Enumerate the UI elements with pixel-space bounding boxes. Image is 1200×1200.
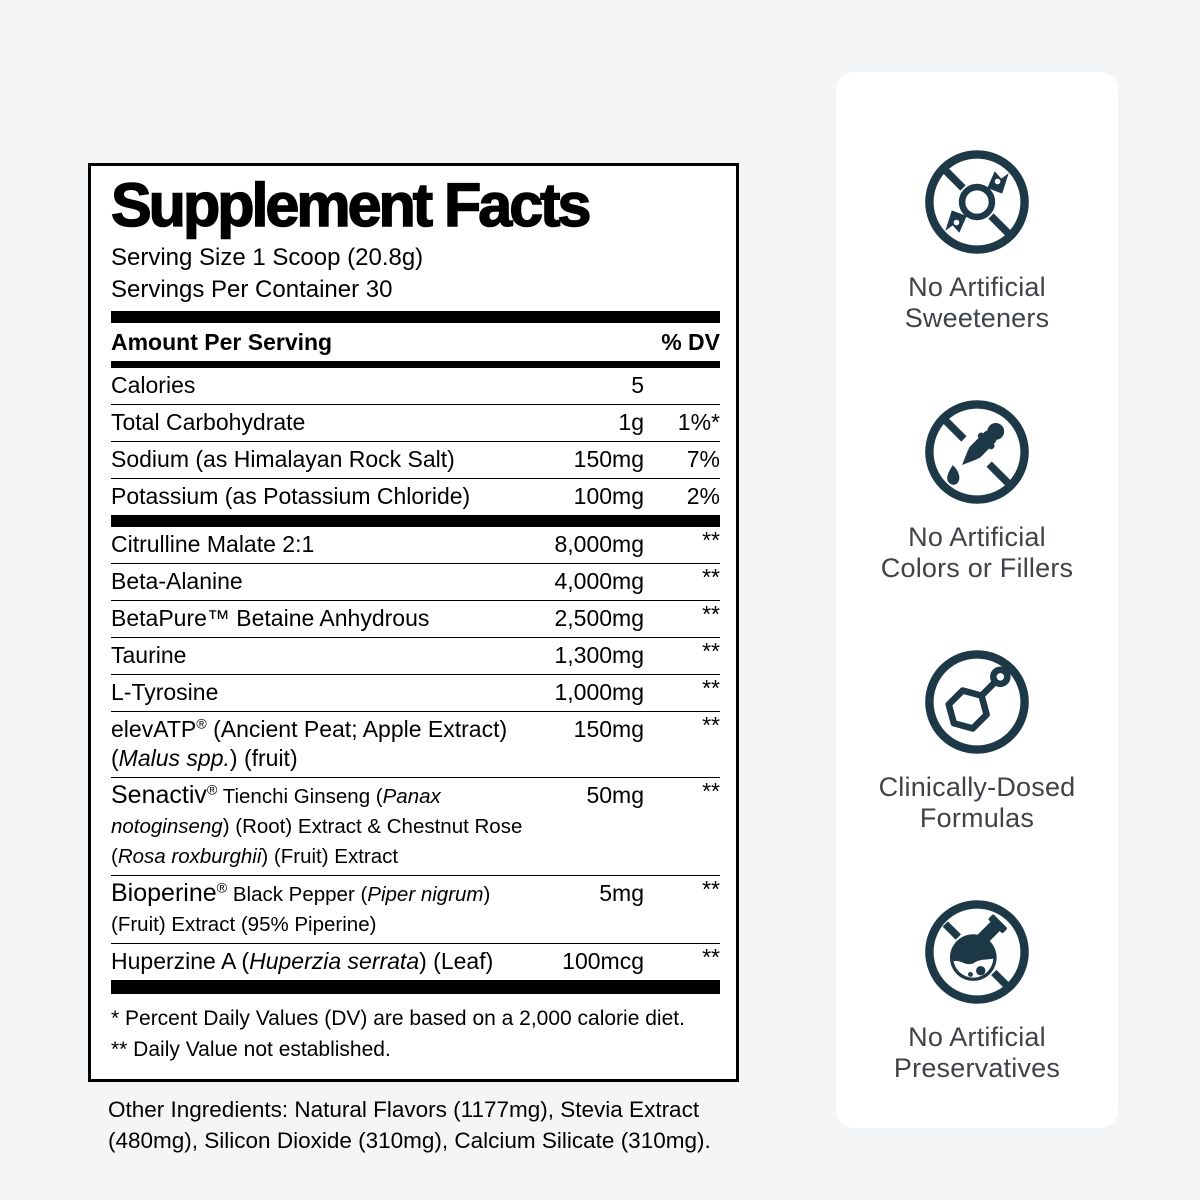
badge-caption-line: No Artificial (908, 272, 1046, 302)
ingredient-amount: 4,000mg (554, 568, 644, 594)
badge-no-artificial-preservatives (894, 896, 1060, 1084)
ingredient-name: elevATP® (Ancient Peat; Apple Extract) (Malus spp.) (fruit) (111, 716, 508, 771)
table-row (111, 777, 720, 875)
badge-caption-line: Sweeteners (904, 303, 1050, 333)
badge-caption-line: Colors or Fillers (880, 553, 1074, 583)
facts-table-dv-section (111, 368, 720, 515)
table-row (111, 600, 720, 637)
footnote-daily-values: * Percent Daily Values (DV) are based on a 2,000 calorie diet. (111, 1007, 685, 1030)
supplement-facts-column (88, 163, 739, 1156)
serving-size: Serving Size 1 Scoop (20.8g) (111, 244, 424, 271)
divider-bar-section (111, 515, 720, 527)
table-row (111, 404, 720, 441)
ingredient-name: Taurine (111, 642, 187, 668)
other-ingredients: Other Ingredients: Natural Flavors (1177mg), Stevia Extract (480mg), Silicon Dioxide (310mg), Calcium Silicate (310mg). (108, 1097, 711, 1153)
badge-caption (881, 522, 1073, 584)
ingredient-dv: ** (702, 564, 720, 590)
ingredient-amount: 150mg (573, 446, 644, 472)
ingredient-amount: 5mg (599, 880, 644, 906)
no-artificial-preservatives-flask-icon (921, 896, 1033, 1008)
table-row (111, 368, 720, 404)
ingredient-amount: 100mg (573, 483, 644, 509)
ingredient-dv: 1%* (677, 409, 720, 435)
table-row (111, 441, 720, 478)
table-row (111, 527, 720, 563)
servings-per-container: Servings Per Container 30 (111, 276, 393, 303)
badge-no-artificial-sweeteners (905, 146, 1050, 334)
ingredient-dv: 2% (686, 483, 720, 509)
badge-caption-line: Clinically-Dosed (878, 772, 1076, 802)
ingredient-dv: ** (702, 638, 720, 664)
divider-bar-bottom (111, 980, 720, 994)
ingredient-name: Citrulline Malate 2:1 (111, 531, 315, 557)
ingredient-amount: 100mcg (562, 948, 644, 974)
table-row (111, 711, 720, 777)
ingredient-dv: ** (702, 876, 720, 902)
ingredient-amount: 1,000mg (554, 679, 644, 705)
ingredient-amount: 1,300mg (554, 642, 644, 668)
no-artificial-sweeteners-candy-icon (921, 146, 1033, 258)
ingredient-name: Senactiv® Tienchi Ginseng (Panax notoginseng) (Root) Extract & Chestnut Rose (Rosa roxburghii) (Fruit) Extract (111, 781, 523, 868)
ingredient-name: BetaPure™ Betaine Anhydrous (111, 605, 430, 631)
badge-clinically-dosed (879, 646, 1076, 834)
badges-card (836, 72, 1118, 1128)
table-row (111, 478, 720, 515)
ingredient-name: L-Tyrosine (111, 679, 219, 705)
ingredient-dv: ** (702, 675, 720, 701)
ingredient-amount: 8,000mg (554, 531, 644, 557)
badge-caption-line: No Artificial (908, 1022, 1046, 1052)
divider-bar-thick (111, 311, 720, 323)
ingredient-name: Sodium (as Himalayan Rock Salt) (111, 446, 455, 472)
badge-caption (879, 772, 1076, 834)
ingredient-dv: ** (702, 712, 720, 738)
footnote-not-established: ** Daily Value not established. (111, 1038, 391, 1061)
ingredient-amount: 5 (631, 372, 644, 398)
ingredient-dv: ** (702, 944, 720, 970)
ingredient-name: Huperzine A (Huperzia serrata) (Leaf) (111, 948, 494, 974)
ingredient-dv: ** (702, 778, 720, 804)
ingredient-dv: 7% (686, 446, 720, 472)
divider-bar-medium (111, 361, 720, 368)
column-header-amount: Amount Per Serving (111, 329, 333, 355)
ingredient-name: Beta-Alanine (111, 568, 243, 594)
badge-caption-line: Formulas (919, 803, 1035, 833)
table-row (111, 674, 720, 711)
badge-caption (905, 272, 1050, 334)
column-header-dv: % DV (661, 329, 720, 355)
badge-caption-line: Preservatives (893, 1053, 1061, 1083)
no-artificial-colors-dropper-icon (921, 396, 1033, 508)
supplement-facts-title: Supplement Facts (111, 171, 589, 239)
ingredient-name: Calories (111, 372, 196, 398)
table-row (111, 637, 720, 674)
ingredient-amount: 150mg (573, 716, 644, 742)
ingredient-dv: ** (702, 527, 720, 553)
badge-no-artificial-colors (881, 396, 1073, 584)
ingredient-name: Total Carbohydrate (111, 409, 306, 435)
column-header-row (111, 323, 720, 361)
footnotes (111, 994, 720, 1071)
ingredient-dv: ** (702, 601, 720, 627)
table-row (111, 943, 720, 980)
ingredient-name: Bioperine® Black Pepper (Piper nigrum) (Fruit) Extract (95% Piperine) (111, 879, 491, 936)
ingredient-amount: 2,500mg (554, 605, 644, 631)
clinically-dosed-molecule-icon (921, 646, 1033, 758)
ingredient-amount: 1g (618, 409, 644, 435)
facts-table-actives-section (111, 527, 720, 980)
badge-caption-line: No Artificial (908, 522, 1046, 552)
supplement-facts-panel (88, 163, 739, 1082)
ingredient-amount: 50mg (586, 782, 644, 808)
table-row (111, 563, 720, 600)
badge-caption (894, 1022, 1060, 1084)
ingredient-name: Potassium (as Potassium Chloride) (111, 483, 471, 509)
table-row (111, 875, 720, 943)
